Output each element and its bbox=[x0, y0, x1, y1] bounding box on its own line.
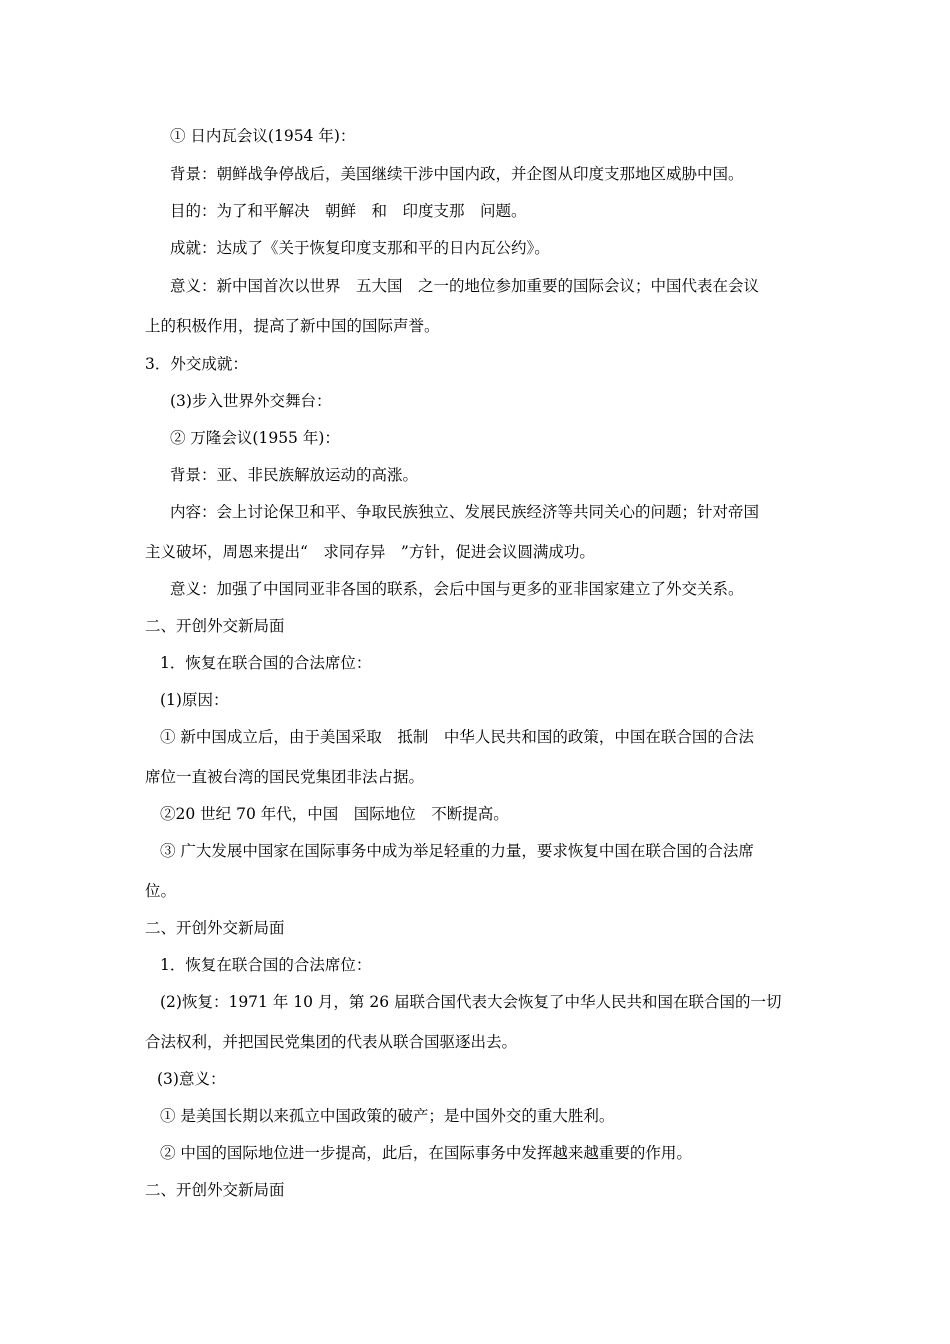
subsection-heading: 1．恢复在联合国的合法席位： bbox=[160, 654, 372, 672]
text-line: 目的：为了和平解决 朝鲜 和 印度支那 问题。 bbox=[170, 202, 527, 220]
text-line: 意义：新中国首次以世界 五大国 之一的地位参加重要的国际会议；中国代表在会议 bbox=[170, 277, 760, 295]
text-line: (1)原因： bbox=[160, 691, 229, 709]
text-line: ② 中国的国际地位进一步提高，此后，在国际事务中发挥越来越重要的作用。 bbox=[160, 1144, 692, 1162]
text-line: 合法权利，并把国民党集团的代表从联合国驱逐出去。 bbox=[145, 1033, 518, 1051]
text-line: 背景：朝鲜战争停战后，美国继续干涉中国内政，并企图从印度支那地区威胁中国。 bbox=[170, 165, 744, 183]
text-line: ① 日内瓦会议(1954 年)： bbox=[170, 127, 356, 145]
text-line: 上的积极作用，提高了新中国的国际声誉。 bbox=[145, 317, 440, 335]
section-heading: 二、开创外交新局面 bbox=[145, 1181, 285, 1199]
text-line: (2)恢复：1971 年 10 月，第 26 届联合国代表大会恢复了中华人民共和国在联合国的一切 bbox=[160, 993, 782, 1011]
section-heading: 二、开创外交新局面 bbox=[145, 617, 285, 635]
text-line: (3)意义： bbox=[157, 1070, 226, 1088]
text-line: ① 新中国成立后，由于美国采取 抵制 中华人民共和国的政策，中国在联合国的合法 bbox=[160, 728, 754, 746]
section-heading: 二、开创外交新局面 bbox=[145, 919, 285, 937]
text-line: 意义：加强了中国同亚非各国的联系，会后中国与更多的亚非国家建立了外交关系。 bbox=[170, 580, 744, 598]
text-line: ② 万隆会议(1955 年)： bbox=[170, 429, 340, 447]
text-line: ① 是美国长期以来孤立中国政策的破产；是中国外交的重大胜利。 bbox=[160, 1107, 615, 1125]
text-line: 席位一直被台湾的国民党集团非法占据。 bbox=[145, 768, 425, 786]
text-line: ②20 世纪 70 年代，中国 国际地位 不断提高。 bbox=[160, 805, 509, 823]
text-line: 背景：亚、非民族解放运动的高涨。 bbox=[170, 466, 419, 484]
subsection-heading: 1．恢复在联合国的合法席位： bbox=[160, 956, 372, 974]
text-line: (3)步入世界外交舞台： bbox=[170, 392, 332, 410]
text-line: ③ 广大发展中国家在国际事务中成为举足轻重的力量，要求恢复中国在联合国的合法席 bbox=[160, 842, 754, 860]
text-line: 位。 bbox=[145, 882, 177, 900]
text-line: 成就：达成了《关于恢复印度支那和平的日内瓦公约》。 bbox=[170, 239, 550, 257]
text-line: 内容：会上讨论保卫和平、争取民族独立、发展民族经济等共同关心的问题；针对帝国 bbox=[170, 503, 760, 521]
text-line: 主义破坏，周恩来提出“ 求同存异 ”方针，促进会议圆满成功。 bbox=[145, 543, 595, 561]
text-line: 3．外交成就： bbox=[145, 355, 248, 373]
